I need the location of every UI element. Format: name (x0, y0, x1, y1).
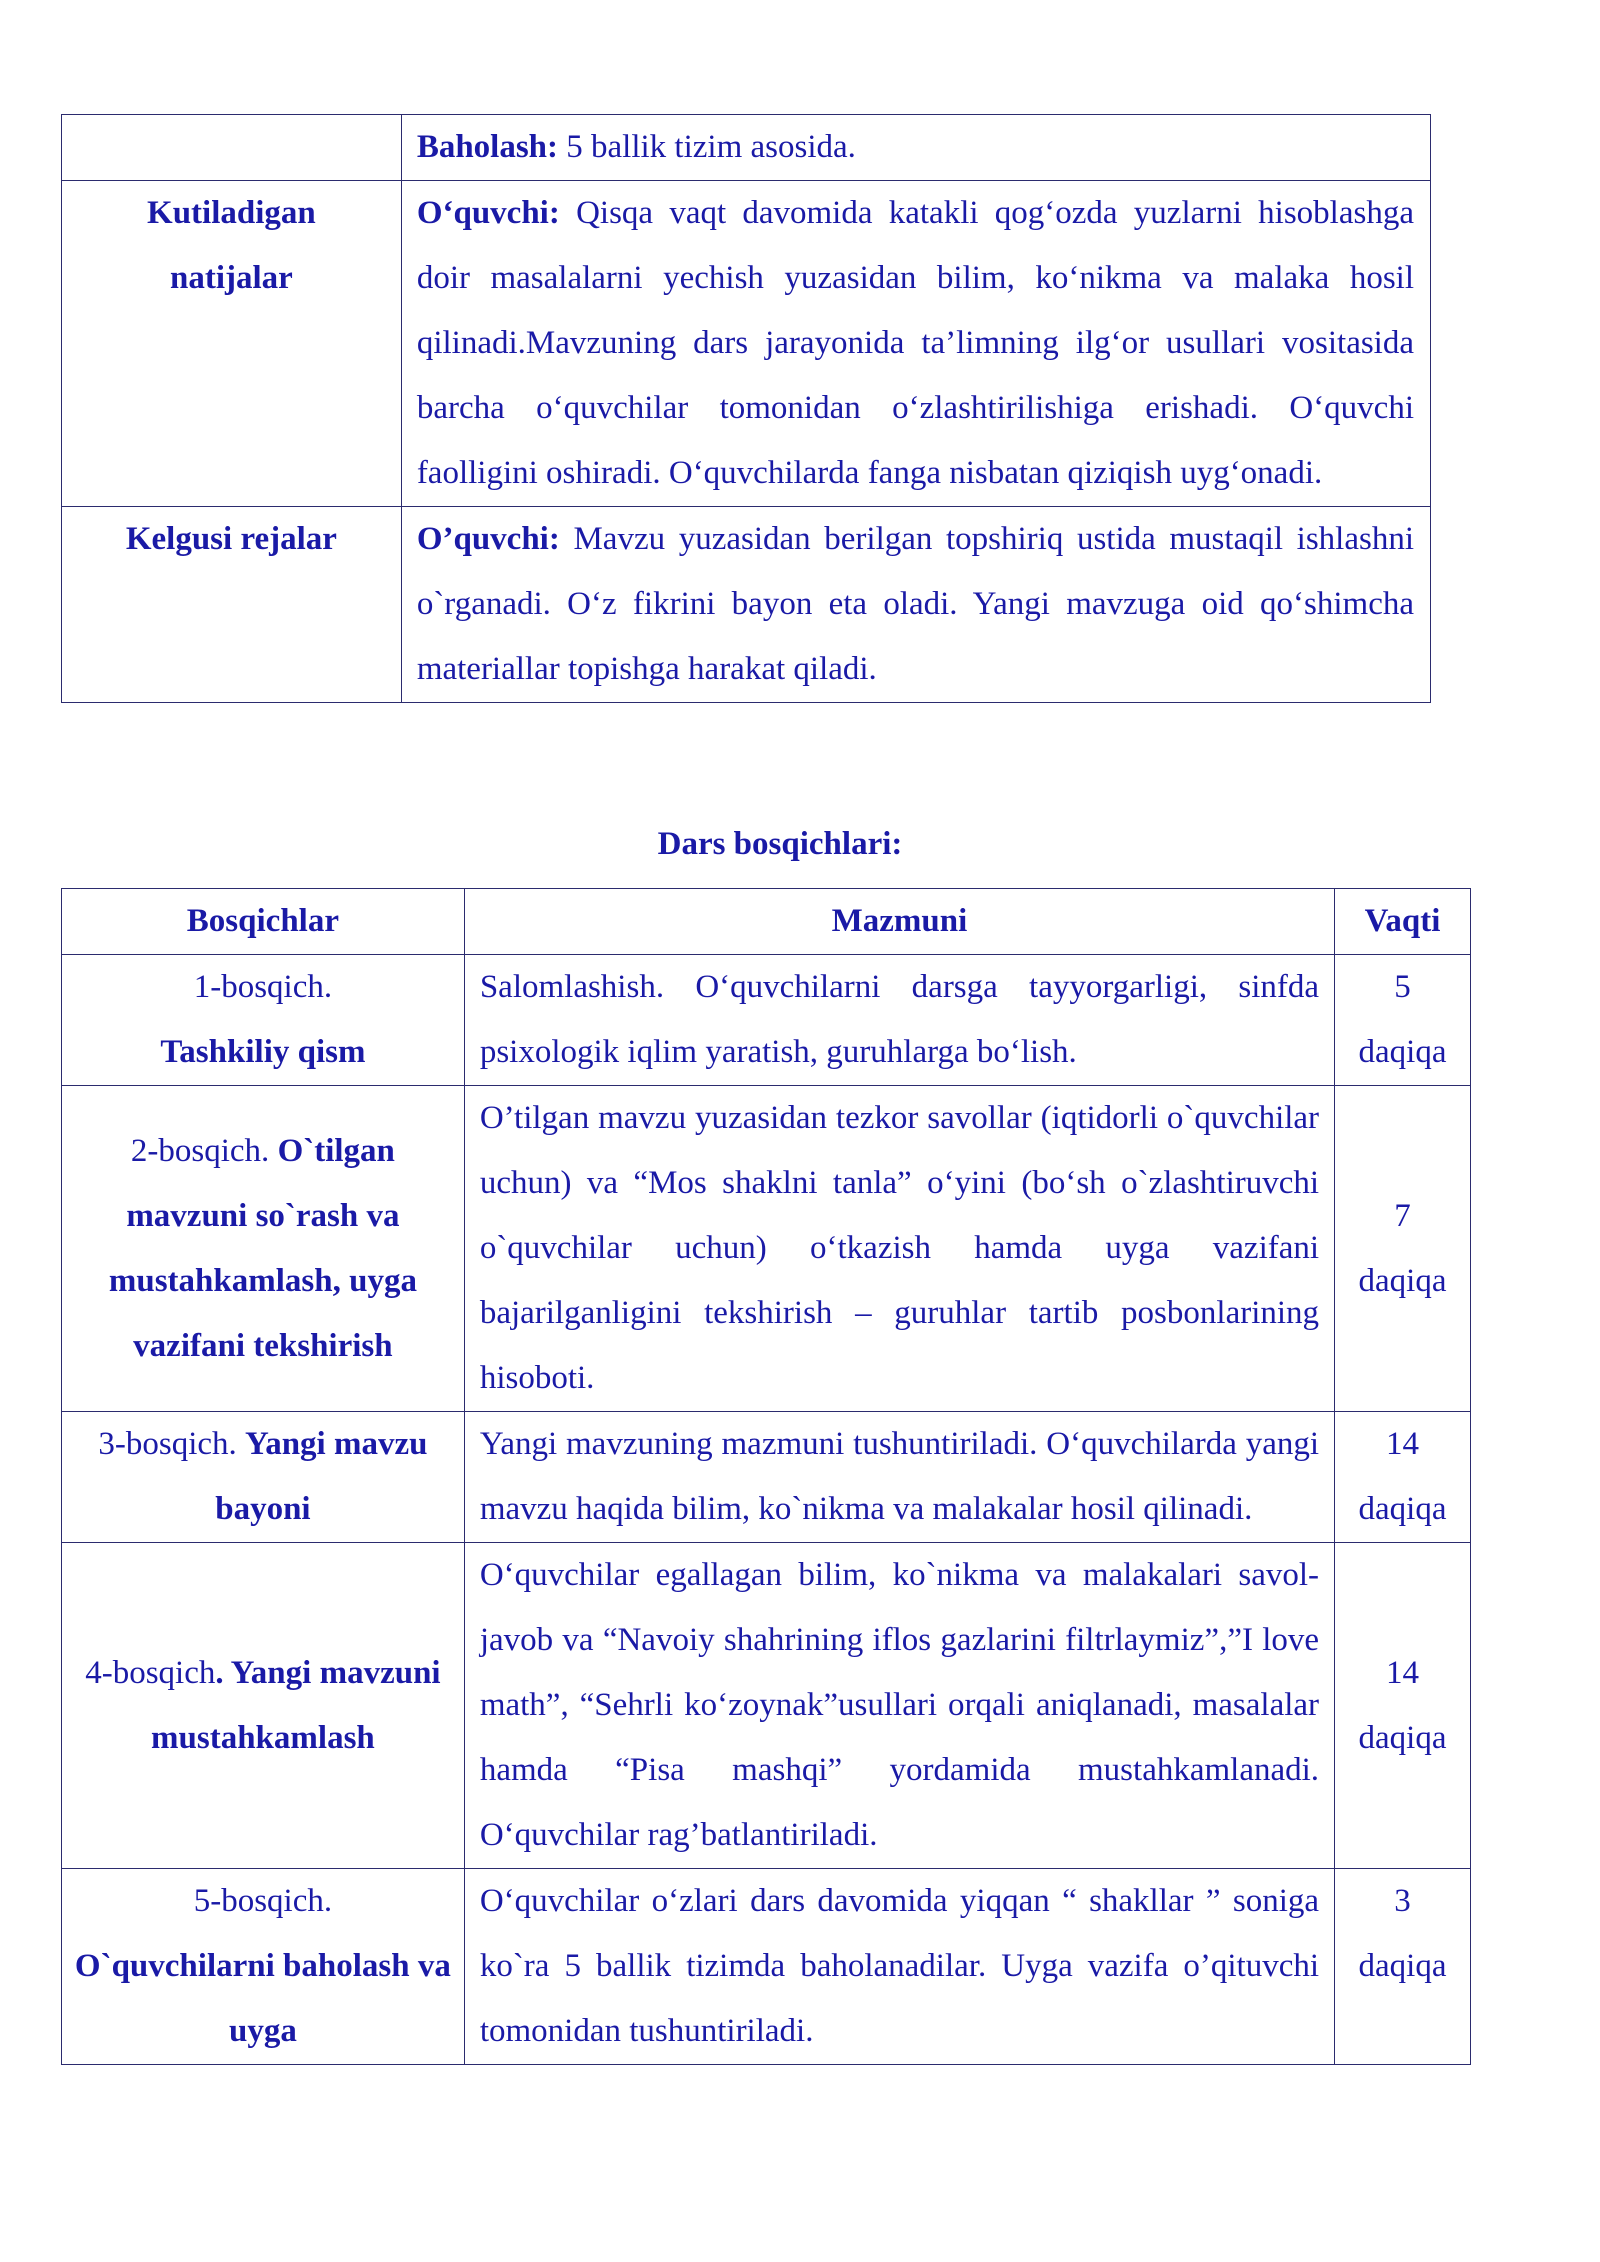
time-cell (1335, 1412, 1471, 1543)
table-row (62, 1869, 1471, 2065)
stage-name: . Yangi mavzuni mustahkamlash (151, 1654, 441, 1756)
time-unit: daqiqa (1358, 1948, 1447, 1984)
stage-cell (62, 1543, 465, 1869)
time-cell (1335, 1086, 1471, 1412)
time-cell (1335, 1869, 1471, 2065)
table-row (62, 1086, 1471, 1412)
column-header: Bosqichlar (62, 889, 465, 955)
stage-cell (62, 955, 465, 1086)
time-unit: daqiqa (1358, 1491, 1447, 1527)
lesson-stages-table (61, 888, 1471, 2065)
stage-name: O`tilgan mavzuni so`rash va mustahkamlash, uyga vazifani tekshirish (108, 1132, 417, 1364)
time-cell (1335, 955, 1471, 1086)
row-content (401, 507, 1430, 703)
table-row (62, 1543, 1471, 1869)
time-value: 14 (1386, 1654, 1420, 1691)
table-row (62, 115, 1431, 181)
row-label (62, 181, 402, 507)
row-text: 5 ballik tizim asosida. (558, 129, 856, 165)
stage-number: 2-bosqich. (130, 1132, 270, 1169)
table-row (62, 1412, 1471, 1543)
content-cell: O’tilgan mavzu yuzasidan tezkor savollar (iqtidorli o`quvchilar uchun) va “Mos shaklni tanla” o‘yini (bo‘sh o`zlashtiruvchi o`quvchilar uchun) o‘tkazish hamda uyga vazifani bajarilganligini tekshirish – guruhlar tartib posbonlarining hisoboti. (464, 1086, 1334, 1412)
row-lead: O‘quvchi: (416, 195, 560, 231)
table-header-row (62, 889, 1471, 955)
stage-number: 5-bosqich. (193, 1883, 333, 1919)
time-value: 14 (1386, 1426, 1420, 1462)
time-value: 7 (1394, 1197, 1411, 1234)
row-label (62, 115, 402, 181)
row-text: Mavzu yuzasidan berilgan topshiriq ustida mustaqil ishlashni o`rganadi. O‘z fikrini bayon eta oladi. Yangi mavzuga oid qo‘shimcha materiallar topishga harakat qiladi. (416, 521, 1414, 687)
time-value: 5 (1394, 969, 1411, 1005)
time-cell (1335, 1543, 1471, 1869)
content-cell: O‘quvchilar o‘zlari dars davomida yiqqan “ shakllar ” soniga ko`ra 5 ballik tizimda baholanadilar. Uyga vazifa o’qituvchi tomonidan tushuntiriladi. (464, 1869, 1334, 2065)
stage-cell (62, 1086, 465, 1412)
row-content (401, 115, 1430, 181)
content-cell: Yangi mavzuning mazmuni tushuntiriladi. O‘quvchilarda yangi mavzu haqida bilim, ko`nikma va malakalar hosil qilinadi. (464, 1412, 1334, 1543)
row-lead: Baholash: (416, 129, 559, 165)
content-cell: O‘quvchilar egallagan bilim, ko`nikma va malakalari savol-javob va “Navoiy shahrining iflos gazlarini filtrlaymiz”,”I love math”, “Sehrli ko‘zoynak”usullari orqali aniqlanadi, masalalar hamda “Pisa mashqi” yordamida mustahkamlanadi. O‘quvchilar rag’batlantiriladi. (464, 1543, 1334, 1869)
column-header: Vaqti (1335, 889, 1471, 955)
row-label-line: Kutiladigan (147, 195, 316, 231)
row-label-line: natijalar (169, 260, 293, 296)
row-text: Qisqa vaqt davomida katakli qog‘ozda yuzlarni hisoblashga doir masalalarni yechish yuzasidan bilim, ko‘nikma va malaka hosil qilinadi.Mavzuning dars jarayonida ta’limning ilg‘or usullari vositasida barcha o‘quvchilar tomonidan o‘zlashtirilishiga erishadi. O‘quvchi faolligini oshiradi. O‘quvchilarda fanga nisbatan qiziqish uyg‘onadi. (416, 195, 1414, 491)
stage-cell (62, 1412, 465, 1543)
stage-name: O`quvchilarni baholash va uyga (74, 1948, 451, 2049)
row-lead: O’quvchi: (416, 521, 560, 557)
time-unit: daqiqa (1358, 1719, 1447, 1756)
row-label: Kelgusi rejalar (62, 507, 402, 703)
stage-name: Tashkiliy qism (160, 1034, 366, 1070)
section-title: Dars bosqichlari: (657, 826, 903, 862)
stage-number: 3-bosqich. (98, 1426, 237, 1462)
content-cell: Salomlashish. O‘quvchilarni darsga tayyorgarligi, sinfda psixologik iqlim yaratish, guruhlarga bo‘lish. (464, 955, 1334, 1086)
stage-name: Yangi mavzu bayoni (215, 1426, 428, 1527)
stage-number: 4-bosqich (85, 1654, 216, 1691)
time-value: 3 (1394, 1883, 1411, 1919)
table-row (62, 181, 1431, 507)
time-unit: daqiqa (1358, 1034, 1447, 1070)
table-row (62, 507, 1431, 703)
row-content (401, 181, 1430, 507)
column-header: Mazmuni (464, 889, 1334, 955)
stage-cell (62, 1869, 465, 2065)
objectives-table (61, 114, 1431, 703)
table-row (62, 955, 1471, 1086)
stage-number: 1-bosqich. (193, 969, 333, 1005)
time-unit: daqiqa (1358, 1262, 1447, 1299)
